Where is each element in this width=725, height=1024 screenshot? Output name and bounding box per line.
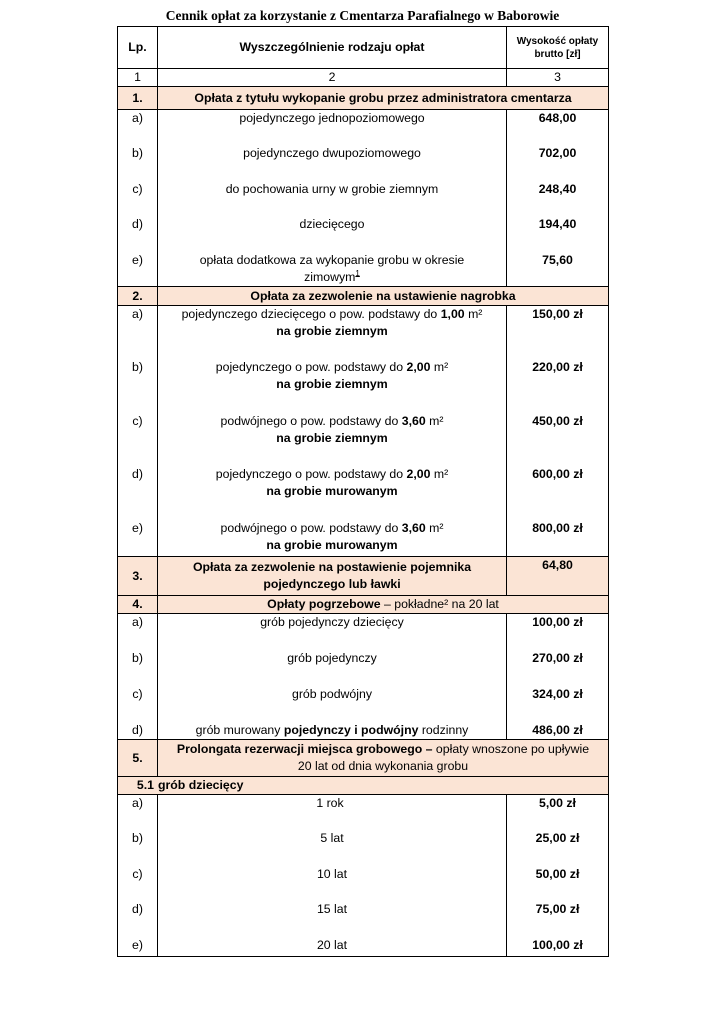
row-lp: a) bbox=[118, 306, 158, 360]
section-title-line2: 20 lat od dnia wykonania grobu bbox=[297, 759, 469, 773]
column-number: 2 bbox=[158, 69, 507, 87]
row-value: 450,00 zł bbox=[507, 413, 609, 467]
row-lp: e) bbox=[118, 937, 158, 957]
row-description bbox=[158, 520, 507, 557]
footnote-marker: 1 bbox=[355, 268, 360, 278]
row-value: 220,00 zł bbox=[507, 359, 609, 413]
section-title-rest: – pokładne² na 20 lat bbox=[380, 597, 499, 611]
section-number: 3. bbox=[118, 557, 158, 596]
section-title bbox=[158, 740, 609, 777]
row-lp: a) bbox=[118, 795, 158, 831]
row-value: 5,00 zł bbox=[507, 795, 609, 831]
row-place: na grobie ziemnym bbox=[276, 430, 388, 445]
section-3-header bbox=[118, 557, 609, 596]
row-lp: b) bbox=[118, 145, 158, 181]
subsection-label: grób dziecięcy bbox=[158, 778, 244, 792]
header-amount bbox=[507, 27, 609, 69]
table-row bbox=[118, 937, 609, 957]
table-row bbox=[118, 650, 609, 686]
table-row bbox=[118, 722, 609, 740]
row-description: 15 lat bbox=[158, 901, 507, 937]
table-row bbox=[118, 216, 609, 252]
row-description-text: podwójnego o pow. podstawy do bbox=[220, 520, 399, 535]
row-value: 486,00 zł bbox=[507, 722, 609, 740]
row-value: 100,00 zł bbox=[507, 614, 609, 650]
row-lp: e) bbox=[118, 520, 158, 557]
column-number: 3 bbox=[507, 69, 609, 87]
section-title: Opłata za zezwolenie na ustawienie nagrobka bbox=[158, 287, 609, 306]
row-lp: b) bbox=[118, 650, 158, 686]
row-lp: a) bbox=[118, 110, 158, 146]
row-value: 50,00 zł bbox=[507, 866, 609, 902]
section-number: 4. bbox=[118, 596, 158, 614]
table-row bbox=[118, 181, 609, 217]
section-title-rest: opłaty wnoszone po upływie bbox=[432, 742, 590, 756]
row-lp: c) bbox=[118, 686, 158, 722]
row-unit: m² bbox=[429, 520, 444, 535]
row-description: 5 lat bbox=[158, 830, 507, 866]
table-row bbox=[118, 901, 609, 937]
header-amount-line1: Wysokość opłaty bbox=[516, 35, 599, 47]
row-value: 194,40 bbox=[507, 216, 609, 252]
table-row bbox=[118, 359, 609, 413]
row-value: 248,40 bbox=[507, 181, 609, 217]
row-value: 800,00 zł bbox=[507, 520, 609, 557]
row-description-text: pojedynczego o pow. podstawy do bbox=[215, 467, 404, 481]
table-row bbox=[118, 795, 609, 831]
row-description-bold: pojedynczy i podwójny bbox=[283, 722, 419, 737]
section-title-bold: Prolongata rezerwacji miejsca grobowego – bbox=[176, 742, 433, 756]
row-description: grób pojedynczy dziecięcy bbox=[158, 614, 507, 650]
row-description: do pochowania urny w grobie ziemnym bbox=[158, 181, 507, 217]
row-description: grób pojedynczy bbox=[158, 650, 507, 686]
table-row bbox=[118, 252, 609, 287]
row-size: 3,60 bbox=[401, 520, 426, 535]
section-number: 1. bbox=[118, 87, 158, 110]
row-description: 10 lat bbox=[158, 866, 507, 902]
row-description-text: podwójnego o pow. podstawy do bbox=[220, 413, 399, 428]
price-table bbox=[117, 26, 609, 957]
header-lp: Lp. bbox=[118, 27, 158, 69]
row-lp: b) bbox=[118, 830, 158, 866]
row-lp: b) bbox=[118, 359, 158, 413]
section-5-header bbox=[118, 740, 609, 777]
row-description bbox=[158, 359, 507, 413]
row-place: na grobie ziemnym bbox=[276, 377, 388, 391]
row-description-line2: zimowym bbox=[304, 269, 356, 284]
row-description-part: rodzinny bbox=[418, 722, 469, 737]
row-value: 75,60 bbox=[507, 252, 609, 287]
table-row bbox=[118, 520, 609, 557]
row-lp: d) bbox=[118, 722, 158, 740]
section-5-1-header bbox=[118, 777, 609, 795]
row-place: na grobie ziemnym bbox=[276, 324, 388, 338]
table-row bbox=[118, 686, 609, 722]
row-description bbox=[158, 722, 507, 740]
row-lp: a) bbox=[118, 614, 158, 650]
row-value: 100,00 zł bbox=[507, 937, 609, 957]
row-value: 25,00 zł bbox=[507, 830, 609, 866]
row-description: 1 rok bbox=[158, 795, 507, 831]
row-description-text: pojedynczego o pow. podstawy do bbox=[215, 360, 404, 374]
table-row bbox=[118, 306, 609, 360]
row-unit: m² bbox=[433, 360, 449, 374]
section-title bbox=[158, 557, 507, 596]
row-description bbox=[158, 466, 507, 520]
row-lp: d) bbox=[118, 901, 158, 937]
row-value: 270,00 zł bbox=[507, 650, 609, 686]
section-title bbox=[158, 596, 609, 614]
section-title-line1: Opłata za zezwolenie na postawienie pojemnika bbox=[192, 560, 472, 574]
row-size: 1,00 bbox=[440, 307, 465, 321]
row-description: dziecięcego bbox=[158, 216, 507, 252]
subsection-title bbox=[118, 777, 609, 795]
row-lp: c) bbox=[118, 413, 158, 467]
header-description: Wyszczególnienie rodzaju opłat bbox=[158, 27, 507, 69]
row-description bbox=[158, 252, 507, 287]
table-row bbox=[118, 145, 609, 181]
section-number: 5. bbox=[118, 740, 158, 777]
row-description: pojedynczego jednopoziomowego bbox=[158, 110, 507, 146]
row-value: 600,00 zł bbox=[507, 466, 609, 520]
row-place: na grobie murowanym bbox=[266, 484, 398, 498]
table-row bbox=[118, 466, 609, 520]
header-row bbox=[118, 27, 609, 69]
section-2-header bbox=[118, 287, 609, 306]
row-description bbox=[158, 306, 507, 360]
row-value: 150,00 zł bbox=[507, 306, 609, 360]
header-amount-line2: brutto [zł] bbox=[534, 48, 581, 60]
section-value: 64,80 bbox=[507, 557, 609, 596]
table-row bbox=[118, 110, 609, 146]
row-unit: m² bbox=[429, 413, 444, 428]
section-title-bold: Opłaty pogrzebowe bbox=[267, 597, 381, 611]
row-description-text: pojedynczego dziecięcego o pow. podstawy do bbox=[181, 307, 438, 321]
subsection-number: 5.1 bbox=[136, 778, 154, 792]
row-lp: d) bbox=[118, 466, 158, 520]
row-value: 75,00 zł bbox=[507, 901, 609, 937]
page-title: Cennik opłat za korzystanie z Cmentarza Parafialnego w Baborowie bbox=[165, 8, 560, 23]
row-unit: m² bbox=[433, 467, 449, 481]
row-lp: d) bbox=[118, 216, 158, 252]
table-row bbox=[118, 866, 609, 902]
column-number-row bbox=[118, 69, 609, 87]
row-unit: m² bbox=[468, 307, 483, 321]
row-value: 648,00 bbox=[507, 110, 609, 146]
row-size: 2,00 bbox=[406, 467, 431, 481]
row-description: grób podwójny bbox=[158, 686, 507, 722]
row-lp: c) bbox=[118, 866, 158, 902]
table-row bbox=[118, 614, 609, 650]
row-lp: e) bbox=[118, 252, 158, 287]
row-description-line1: opłata dodatkowa za wykopanie grobu w okresie bbox=[199, 252, 465, 267]
row-value: 324,00 zł bbox=[507, 686, 609, 722]
row-description: 20 lat bbox=[158, 937, 507, 957]
section-title-line2: pojedynczego lub ławki bbox=[263, 577, 401, 591]
row-lp: c) bbox=[118, 181, 158, 217]
section-number: 2. bbox=[118, 287, 158, 306]
row-size: 2,00 bbox=[406, 360, 431, 374]
row-description: pojedynczego dwupoziomowego bbox=[158, 145, 507, 181]
section-1-header bbox=[118, 87, 609, 110]
row-value: 702,00 bbox=[507, 145, 609, 181]
section-4-header bbox=[118, 596, 609, 614]
row-size: 3,60 bbox=[401, 413, 426, 428]
row-description bbox=[158, 413, 507, 467]
row-place: na grobie murowanym bbox=[266, 537, 398, 552]
table-row bbox=[118, 413, 609, 467]
table-row bbox=[118, 830, 609, 866]
section-title: Opłata z tytułu wykopanie grobu przez administratora cmentarza bbox=[158, 87, 609, 110]
row-description-part: grób murowany bbox=[195, 722, 284, 737]
column-number: 1 bbox=[118, 69, 158, 87]
